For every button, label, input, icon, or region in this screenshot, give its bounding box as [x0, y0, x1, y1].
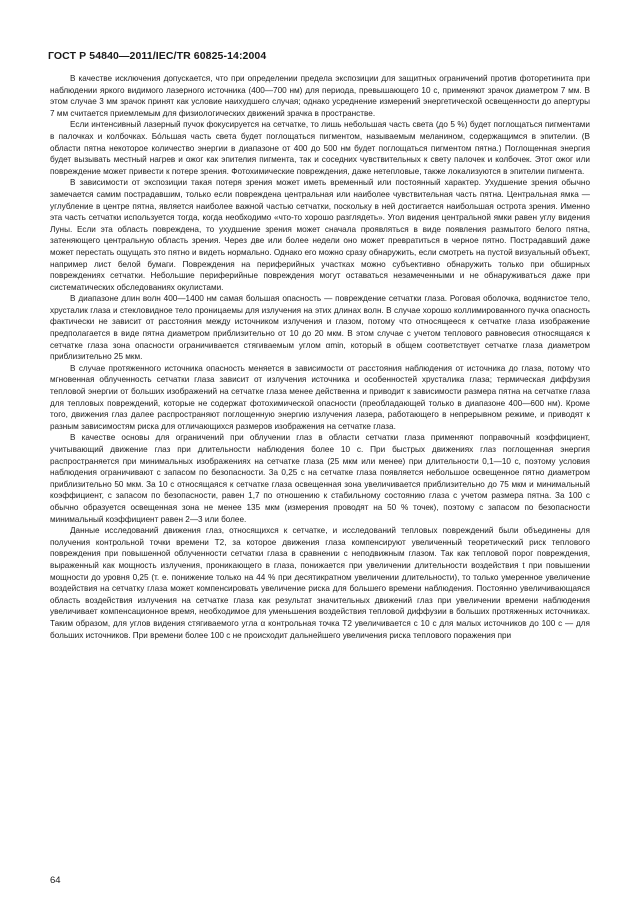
paragraph-retina-absorption: Если интенсивный лазерный пучок фокусируется на сетчатке, то лишь небольшая часть света (до 5 %) будет поглощаться пигментами в палочках и колбочках. Бо́льшая часть света будет поглощаться пигментом, называемым меланином, содержащимся в эпителии. (В области пятна некоторое количество энергии в диапазоне от 400 до 500 нм будет поглощаться пигментом пятна.) Поглощенная энергия будет вызывать местный нагрев и ожог как эпителия пигмента, так и соседних чувствительных к свету палочек и колбочек. Этот ожог или повреждение может привести к потере зрения. Фотохимические повреждения, даже нетепловые, также локализуются в эпителии пигмента. — [50, 120, 590, 176]
paragraph-pupil-exception: В качестве исключения допускается, что при определении предела экспозиции для защитных ограничений против фоторетинита при наблюдении яркого видимого лазерного источника (400—700 нм) для периода, превышающего 10 с, применяют зрачок диаметром 7 мм. В этом случае 3 мм зрачок принят как условие наихудшего случая; однако усреднение измерений энергетической освещенности до апертуры 7 мм считается приемлемым для физиологических движений зрачка в пространстве. — [50, 74, 590, 118]
document-body — [50, 73, 590, 641]
paragraph-extended-source: В случае протяженного источника опасность меняется в зависимости от расстояния наблюдения от источника до глаза, потому что мгновенная облученность сетчатки глаза зависит от излучения источника и особенностей хрусталика глаза; термическая диффузия тепловой энергии от больших изображений на сетчатке глаза менее действенна и приводит к зависимости размера пятна на сетчатке глаза для тепловых повреждений, которые не содержат фотохимической опасности (преобладающей только в диапазоне 400—600 нм). Кроме того, движения глаз далее распространяют поглощенную энергию излучения лазера, работающего в непрерывном режиме, и приводят к разным зависимостям риска для отличающихся размеров изображения на сетчатке глаза. — [50, 363, 590, 431]
page-number: 64 — [50, 875, 61, 886]
paragraph-vision-loss: В зависимости от экспозиции такая потеря зрения может иметь временный или постоянный характер. Ухудшение зрения обычно замечается самим пострадавшим, только если повреждена центральная или наиболее чувствительная часть пятна. Центральная ямка — углубление в центре пятна, является наиболее важной частью сетчатки, поскольку в ней достигается наибольшая острота зрения. Именно эта часть сетчатки используется тогда, когда необходимо «что-то хорошо разглядеть». Угол видения центральной ямки равен углу видения Луны. Если эта область повреждена, то ухудшение зрения может сначала проявляться в виде появления размытого белого пятна, затеняющего центральную область зрения. Через две или более недели оно может превратиться в черное пятно. Пострадавший даже может перестать ощущать это пятно и видеть нормально. Однако его можно сразу обнаружить, если смотреть на пустой визуальный объект, например лист белой бумаги. Повреждения на периферийных участках можно субъективно обнаружить только при обширных повреждениях сетчатки. Небольшие периферийные повреждения могут оставаться незамеченными и не обнаруживаться даже при систематических обследованиях окулистами. — [50, 178, 590, 292]
paragraph-reference-time: Данные исследований движения глаз, относящихся к сетчатке, и исследований тепловых повреждений были объединены для получения контрольной точки времени T2, за которое движения глаза компенсируют увеличенный теоретический риск теплового повреждения при повышенной облученности сетчатки глаза в сравнении с неподвижным глазом. Так как тепловой порог повреждения, выраженный как мощность излучения, проникающего в глаза, понижается при увеличении длительности воздействия t при повышении мощности до уровня 0,25 (т. е. понижение только на 44 % при десятикратном увеличении длительности), то только умеренное увеличение воздействия на сетчатку глаза может компенсировать увеличение риска для большего времени наблюдения. Постоянно увеличивающаяся область воздействия излучения на сетчатке глаза как результат значительных движений глаз при увеличении времени наблюдения увеличивает компенсационное время, необходимое для уменьшения воздействия тепловой диффузии в больших протяженных источниках. Таким образом, для углов видения стягиваемого угла α контрольная точка T2 увеличивается с 10 с для малых источников до 100 с — для больших источников. При времени более 100 с не происходит дальнейшего увеличения риска теплового поражения при — [50, 526, 590, 640]
paragraph-eye-movement-factor: В качестве основы для ограничений при облучении глаз в области сетчатки глаза применяют поправочный коэффициент, учитывающий движение глаз при длительности наблюдения более 10 с. При быстрых движениях глаз поглощенная энергия распространяется при минимальных изображениях на сетчатке глаза (25 мкм или менее) при длительности 0,1—10 с, поэтому условия наблюдения ограничивают с запасом по безопасности. За 0,25 с на сетчатке глаза появляется небольшое освещенное пятно диаметром приблизительно 50 мкм. За 10 с относящаяся к сетчатке глаза освещенная зона увеличивается приблизительно до 75 мкм и минимальный коэффициент, с запасом по безопасности, равен 1,7 по отношению к стабильному состоянию глаза с учетом размера пятна. За 100 с обычно образуется освещенная зона не менее 135 мкм (измерения проводят на 50 % точек), поэтому с запасом по безопасности минимальный коэффициент равен 2—3 или более. — [50, 433, 590, 524]
paragraph-wavelength-hazard: В диапазоне длин волн 400—1400 нм самая большая опасность — повреждение сетчатки глаза. Роговая оболочка, водянистое тело, хрусталик глаза и стекловидное тело проницаемы для излучения на этих длинах волн. В случае хорошо коллимированного пучка опасность фактически не зависит от расстояния между источником излучения и глазом, потому что относящееся к сетчатке глаза изображение предполагается в виде пятна диаметром приблизительно от 10 до 20 мкм. В этом случае с учетом теплового равновесия относящаяся к сетчатке глаза зона опасности ограничивается стягиваемым углом αmin, который в общем соответствует сетчатке глаза диаметром приблизительно 25 мкм. — [50, 294, 590, 362]
document-header: ГОСТ Р 54840—2011/IEC/TR 60825-14:2004 — [48, 50, 267, 62]
